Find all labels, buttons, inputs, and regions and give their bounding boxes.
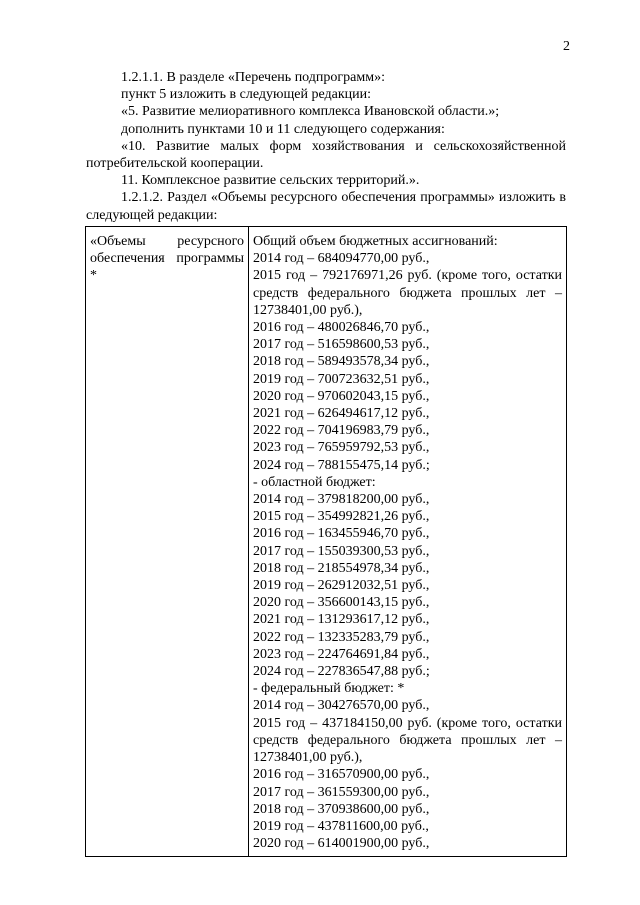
resource-table	[85, 226, 567, 857]
total-budget-line: 2018 год – 589493578,34 руб.,	[253, 354, 430, 370]
regional-budget-line: 2020 год – 356600143,15 руб.,	[253, 595, 430, 611]
regional-budget-line: 2021 год – 131293617,12 руб.,	[253, 612, 430, 628]
federal-budget-line: 2015 год – 437184150,00 руб. (кроме того, остатки средств федерального бюджета прошлых лет – 12738401,00 руб.),	[253, 715, 562, 766]
total-budget-line: 2016 год – 480026846,70 руб.,	[253, 320, 430, 336]
federal-budget-line: 2018 год – 370938600,00 руб.,	[253, 801, 430, 817]
total-budget-line: 2017 год – 516598600,53 руб.,	[253, 337, 430, 353]
federal-budget-line: 2020 год – 614001900,00 руб.,	[253, 836, 430, 852]
federal-budget-line: 2019 год – 437811600,00 руб.,	[253, 818, 429, 834]
total-budget-line: 2020 год – 970602043,15 руб.,	[253, 388, 430, 404]
table-label-cell	[86, 227, 249, 857]
table-label	[90, 233, 244, 285]
federal-budget-line: 2016 год – 316570900,00 руб.,	[253, 767, 430, 783]
total-budget-line: 2023 год – 765959792,53 руб.,	[253, 440, 430, 456]
regional-budget-line: 2015 год – 354992821,26 руб.,	[253, 509, 430, 525]
paragraph-item-5-text: «5. Развитие мелиоративного комплекса Ивановской области.»;	[121, 104, 500, 120]
regional-budget-line: 2016 год – 163455946,70 руб.,	[253, 526, 430, 542]
regional-budget-line: 2022 год – 132335283,79 руб.,	[253, 629, 430, 645]
paragraph-item-5-instruction: пункт 5 изложить в следующей редакции:	[121, 87, 371, 103]
total-budget-line: 2019 год – 700723632,51 руб.,	[253, 371, 430, 387]
page-number: 2	[563, 39, 570, 54]
regional-budget-line: 2018 год – 218554978,34 руб.,	[253, 560, 430, 576]
paragraph-section-1-2-1-1: 1.2.1.1. В разделе «Перечень подпрограмм»:	[121, 70, 385, 85]
table-value-cell	[249, 227, 567, 857]
total-budget-line: 2022 год – 704196983,79 руб.,	[253, 423, 430, 439]
regional-budget-line: 2017 год – 155039300,53 руб.,	[253, 543, 430, 559]
total-budget-line: 2021 год – 626494617,12 руб.,	[253, 406, 430, 422]
document-body	[86, 69, 566, 224]
table-label-line: обеспечения программы *	[90, 251, 244, 284]
regional-budget-line: 2014 год – 379818200,00 руб.,	[253, 492, 430, 508]
federal-budget-line: 2017 год – 361559300,00 руб.,	[253, 784, 430, 800]
paragraph-add-items-instruction: дополнить пунктами 10 и 11 следующего содержания:	[121, 121, 445, 137]
table-label-line: «Объемы ресурсного	[90, 234, 244, 249]
total-budget-header: Общий объем бюджетных ассигнований:	[253, 234, 498, 249]
regional-budget-header: - областной бюджет:	[253, 474, 376, 490]
table-row	[86, 227, 567, 857]
regional-budget-line: 2019 год – 262912032,51 руб.,	[253, 578, 430, 594]
paragraph-section-1-2-1-2: 1.2.1.2. Раздел «Объемы ресурсного обеспечения программы» изложить в следующей редакции:	[86, 190, 566, 223]
regional-budget-line: 2024 год – 227836547,88 руб.;	[253, 664, 430, 680]
total-budget-line: 2024 год – 788155475,14 руб.;	[253, 457, 430, 473]
total-budget-line: 2014 год – 684094770,00 руб.,	[253, 251, 430, 267]
total-budget-line: 2015 год – 792176971,26 руб. (кроме того, остатки средств федерального бюджета прошлых лет – 12738401,00 руб.),	[253, 268, 562, 318]
paragraph-item-10-text: «10. Развитие малых форм хозяйствования и сельскохозяйственной потребительской кооперации.	[86, 138, 566, 172]
federal-budget-header: - федеральный бюджет: *	[253, 681, 405, 697]
paragraph-item-11-text: 11. Комплексное развитие сельских территорий.».	[121, 173, 420, 189]
federal-budget-line: 2014 год – 304276570,00 руб.,	[253, 698, 430, 714]
regional-budget-line: 2023 год – 224764691,84 руб.,	[253, 646, 430, 662]
